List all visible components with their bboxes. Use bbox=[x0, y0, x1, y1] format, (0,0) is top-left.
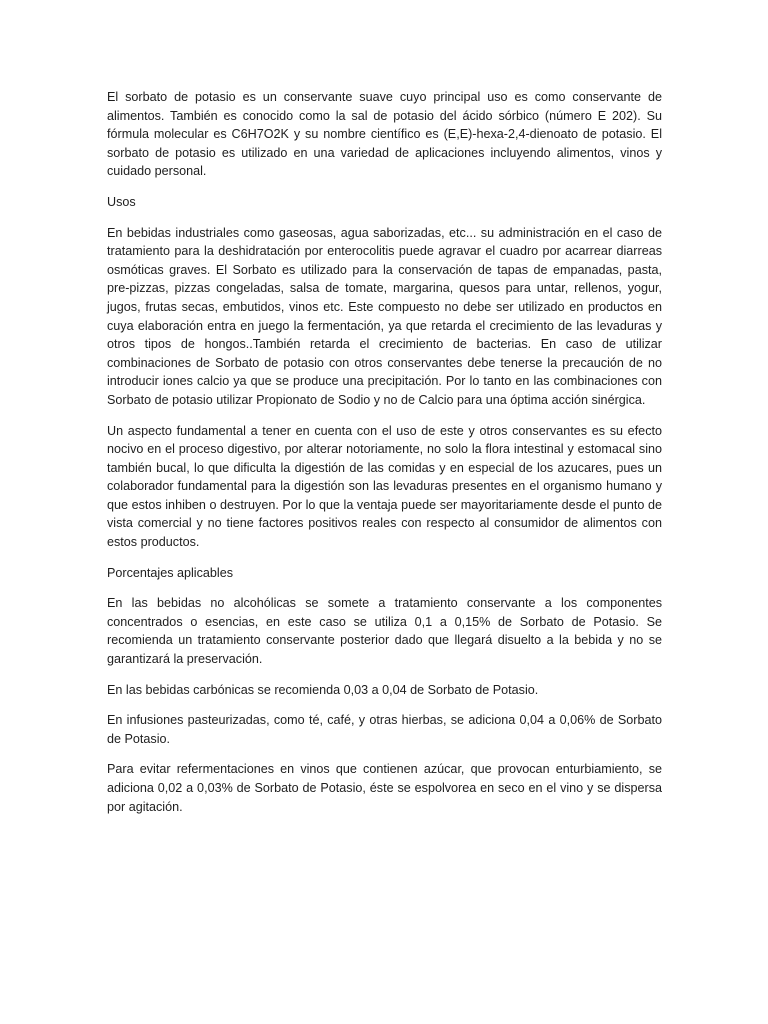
intro-paragraph: El sorbato de potasio es un conservante suave cuyo principal uso es como conservante de alimentos. También es conocido como la sal de potasio del ácido sórbico (número E 202). Su fórmula molecular es C6H7O2K y su nombre científico es (E,E)-hexa-2,4-dienoato de potasio. El sorbato de potasio es utilizado en una variedad de aplicaciones incluyendo alimentos, vinos y cuidado personal. bbox=[107, 90, 662, 179]
aspecto-paragraph: Un aspecto fundamental a tener en cuenta con el uso de este y otros conservantes es su efecto nocivo en el proceso digestivo, por alterar notoriamente, no solo la flora intestinal y estomacal sino también bucal, lo que dificulta la digestión de las comidas y en especial de los azucares, pues un colaborador fundamental para la digestión son las levaduras presentes en el organismo humano y que estos inhiben o destruyen. Por lo que la ventaja puede ser mayoritariamente desde el punto de vista comercial y no tiene factores positivos reales con respecto al consumidor de alimentos con estos productos. bbox=[107, 423, 662, 550]
infusiones-paragraph: En infusiones pasteurizadas, como té, café, y otras hierbas, se adiciona 0,04 a 0,06% de Sorbato de Potasio. bbox=[107, 713, 662, 746]
usos-heading: Usos bbox=[107, 194, 136, 209]
document-page bbox=[107, 88, 662, 828]
carbonicas-paragraph: En las bebidas carbónicas se recomienda 0,03 a 0,04 de Sorbato de Potasio. bbox=[107, 682, 539, 697]
no-alcoholicas-paragraph: En las bebidas no alcohólicas se somete a tratamiento conservante a los componentes concentrados o esencias, en este caso se utiliza 0,1 a 0,15% de Sorbato de Potasio. Se recomienda un tratamiento conservante posterior dado que llegará disuelto a la bebida y no se garantizará la preservación. bbox=[107, 596, 662, 667]
porcentajes-heading: Porcentajes aplicables bbox=[107, 565, 234, 580]
vinos-paragraph: Para evitar refermentaciones en vinos que contienen azúcar, que provocan enturbiamiento, se adiciona 0,02 a 0,03% de Sorbato de Potasio, éste se espolvorea en seco en el vino y se dispersa por agitación. bbox=[107, 762, 662, 814]
usos-paragraph: En bebidas industriales como gaseosas, agua saborizadas, etc... su administración en el caso de tratamiento para la deshidratación por enterocolitis puede agravar el cuadro por acarrear diarreas osmóticas graves. El Sorbato es utilizado para la conservación de tapas de empanadas, pasta, pre-pizzas, pizzas congeladas, salsa de tomate, margarina, quesos para untar, rellenos, yogur, jugos, frutas secas, embutidos, vinos etc. Este compuesto no debe ser utilizado en productos en cuya elaboración entra en juego la fermentación, ya que retarda el crecimiento de las levaduras y otros tipos de hongos..También retarda el crecimiento de bacterias. En caso de utilizar combinaciones de Sorbato de potasio con otros conservantes debe tenerse la precaución de no introducir iones calcio ya que se produce una precipitación. Por lo tanto en las combinaciones con Sorbato de potasio utilizar Propionato de Sodio y no de Calcio para una óptima acción sinérgica. bbox=[107, 225, 662, 407]
